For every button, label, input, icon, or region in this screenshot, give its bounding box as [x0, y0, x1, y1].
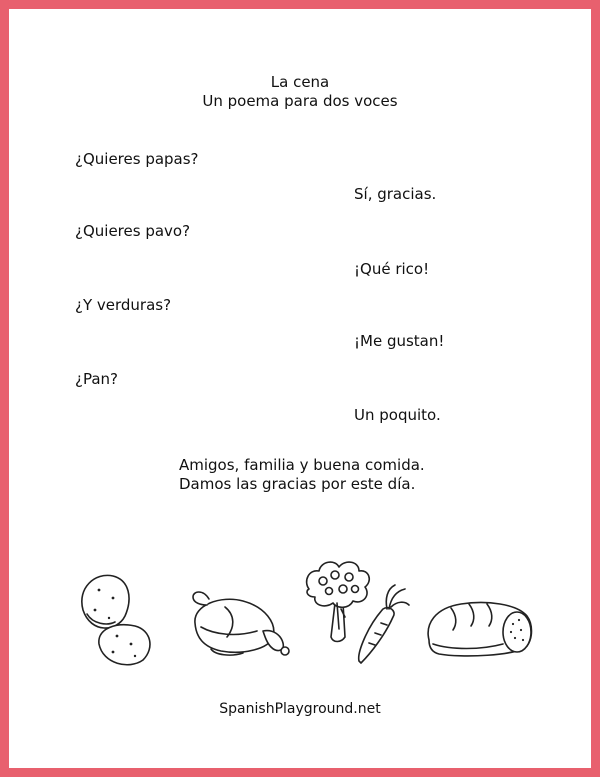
- poem-title: [9, 73, 591, 111]
- bread-icon: [421, 594, 539, 662]
- worksheet-page: [9, 9, 591, 768]
- closing-stanza: [179, 456, 425, 494]
- dialogue-line-8: Un poquito.: [354, 406, 441, 424]
- dialogue-line-7: ¿Pan?: [75, 370, 118, 388]
- closing-line-2: Damos las gracias por este día.: [179, 475, 416, 493]
- poem-subtitle: Un poema para dos voces: [202, 92, 398, 110]
- potatoes-icon: [69, 564, 159, 674]
- dialogue-line-1: ¿Quieres papas?: [75, 150, 199, 168]
- site-credit: SpanishPlayground.net: [219, 701, 381, 717]
- dialogue-line-2: Sí, gracias.: [354, 185, 437, 203]
- poem-title-main: La cena: [270, 73, 330, 91]
- dialogue-line-6: ¡Me gustan!: [354, 332, 445, 350]
- turkey-icon: [181, 587, 291, 659]
- dialogue-line-4: ¡Qué rico!: [354, 260, 430, 278]
- dialogue-line-5: ¿Y verduras?: [75, 296, 172, 314]
- closing-line-1: Amigos, familia y buena comida.: [179, 456, 425, 474]
- dialogue-line-3: ¿Quieres pavo?: [75, 222, 191, 240]
- broccoli-carrot-icon: [301, 557, 411, 667]
